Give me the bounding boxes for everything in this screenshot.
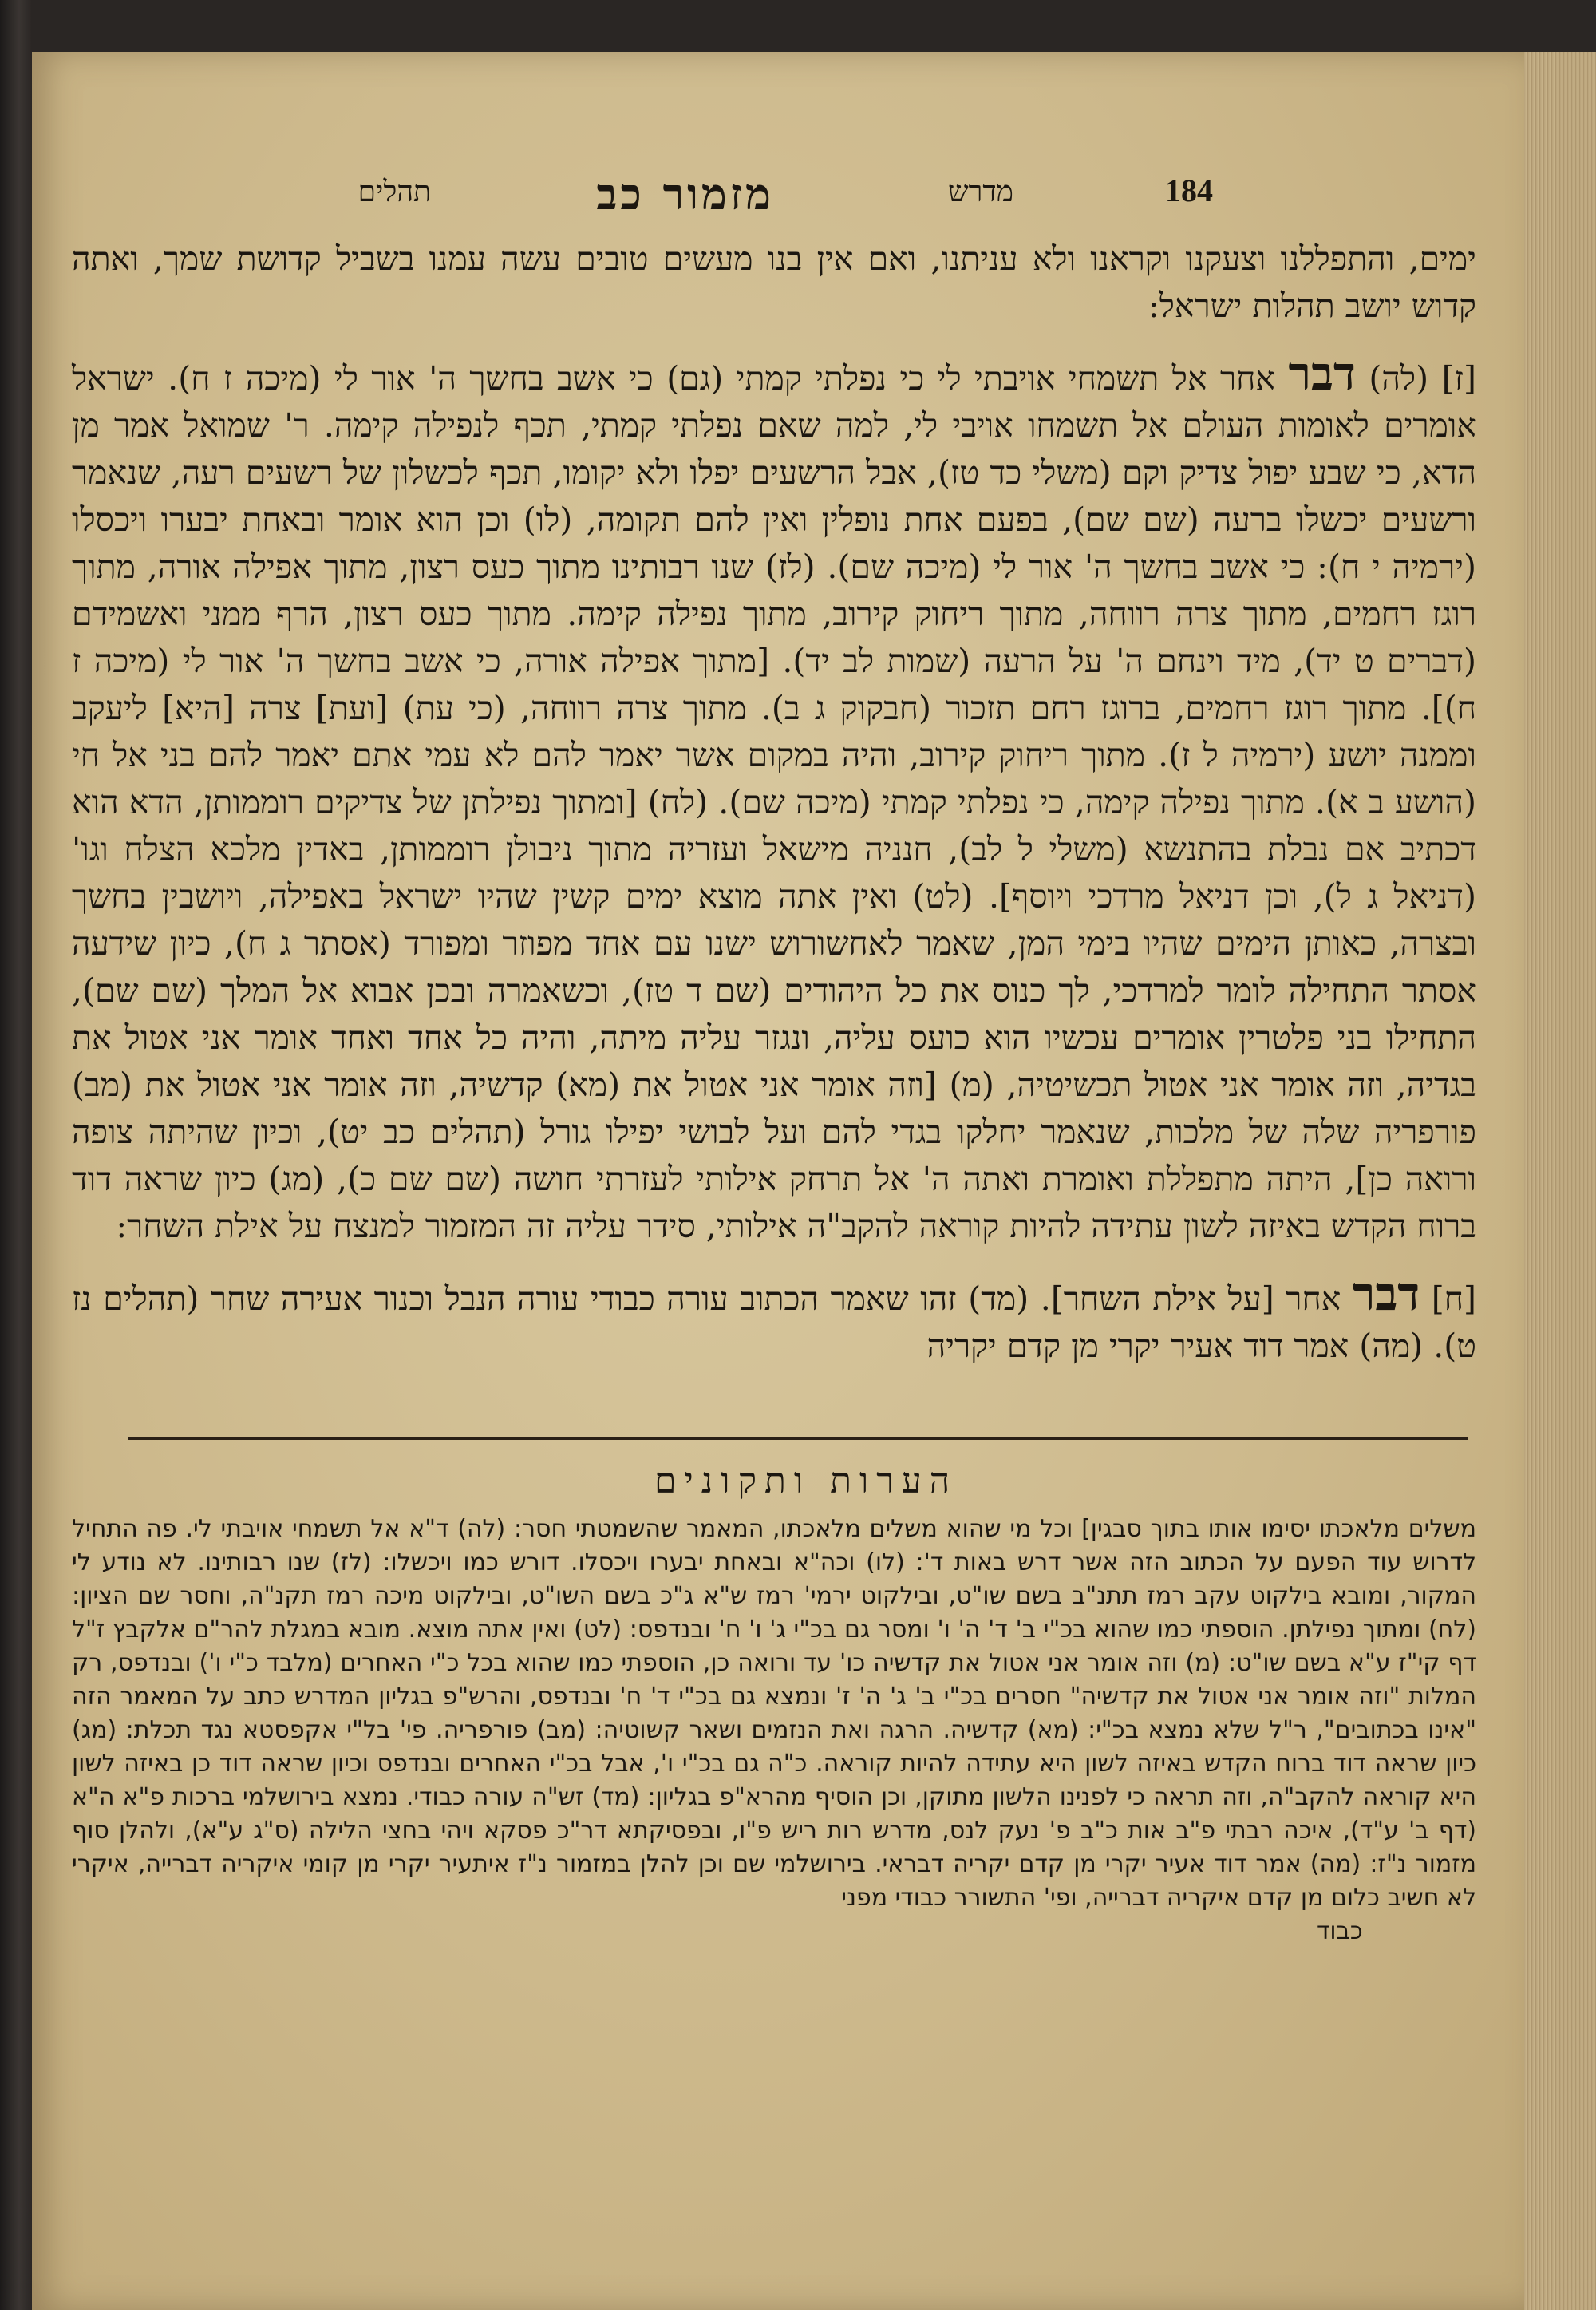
book-page (32, 52, 1524, 2310)
notes-section (72, 1513, 1476, 1948)
section-opening-word: דבר (1352, 1267, 1420, 1321)
page-number: 184 (1165, 172, 1213, 208)
running-head (64, 168, 1492, 227)
section-opening-word: דבר (1288, 346, 1356, 401)
section-label: [ח] (1431, 1280, 1476, 1318)
notes-body: משלים מלאכתו יסימו אותו בתוך סבגין] וכל מי שהוא משלים מלאכתו, המאמר שהשמטתי חסר: (לה) ד"א אל תשמחי אויבתי לי. פה התחיל לדרוש עוד הפעם על הכתוב הזה אשר דרש באות ד': (לו) וכה"א ובאחת יבערו ויכסלו. דורש כמו ויכשלו: (לז) שנו רבותינו. לא נודע לי המקור, ומובא בילקוט עקב רמז תתנ"ב בשם שו"ט, ובילקוט ירמי' רמז ש"א ג"כ בשם השו"ט, ובילקוט מיכה רמז תקנ"ה, וחסר שם הציון: (לח) ומתוך נפילתן. הוספתי כמו שהוא בכ"י ב' ד' ה' ו' ומסר גם בכ"י ג' ו' ח' ובנדפס: (לט) ואין אתה מוצא. מובא במגלת להר"ם אלקבץ ז"ל דף קי"ז ע"א בשם שו"ט: (מ) וזה אומר אני אטול את קדשיה כו' עד ורואה כן, הוספתי כמו שהוא בכל כ"י האחרים (מלבד כ"י ו') ובנדפס, רק המלות "וזה אומר אני אטול את קדשיה" חסרים בכ"י ב' ג' ה' ז' ונמצא גם בכ"י ד' ח' ובנדפס, והרש"פ בגליון המדרש כתב על המאמר הזה "אינו בכתובים", ר"ל שלא נמצא בכ"י: (מא) קדשיה. הרגה ואת הנזמים ושאר קשוטיה: (מב) פורפריה. פי' בל"י אקפסטא נגד תכלת: (מג) כיון שראה דוד ברוח הקדש באיזה לשון היא עתידה להיות קוראה. כ"ה גם בכ"י ו', אבל בכ"י האחרים ובנדפס וכיון שראה דוד כן באיזה לשון היא קוראה להקב"ה, וזה תראה כי לפנינו הלשון מתוקן, וכן הוסיף מהרא"פ בגליון: (מד) זש"ה עורה כבודי. נמצא בירושלמי ברכות פ"א ה"א (דף ב' ע"ד), איכה רבתי פ"ב אות כ"ב פ' נעק לנס, מדרש רות ריש פ"ו, ובפסיקתא דר"כ פסקא ויהי בחצי הלילה (ס"ג ע"א), ולהלן סוף מזמור נ"ז: (מה) אמר דוד אעיר יקרי מן קדם יקריה דבראי. בירושלמי שם וכן להלן במזמור נ"ז איתעיר יקרי מן קומי איקריה דברייה, איקרי לא חשיב כלום מן קדם איקריה דברייה, ופי' התשורר כבודי מפני (72, 1515, 1476, 1912)
section-label: [ז] (לה) (1369, 359, 1476, 398)
page-edges (1524, 52, 1596, 2310)
section-body: אחר אל תשמחי אויבתי לי כי נפלתי קמתי (גם) כי אשב בחשך ה' אור לי (מיכה ז ח). ישראל אומרים לאומות העולם אל תשמחו אויבי לי, למה שאם נפלתי קמתי, תכף לנפילה קימה. ר' שמואל אמר מן הדא, כי שבע יפול צדיק וקם (משלי כד טז), אבל הרשעים יפלו ולא יקומו, תכף לכשלון של רשעים רעה, שנאמר ורשעים יכשלו ברעה (שם שם), בפעם אחת נופלין ואין להם תקומה, (לו) וכן הוא אומר ובאחת יבערו ויכסלו (ירמיה י ח): כי אשב בחשך ה' אור לי (מיכה שם). (לז) שנו רבותינו מתוך כעס רצון, מתוך אפילה אורה, מתוך רוגז רחמים, מתוך צרה רווחה, מתוך ריחוק קירוב, מתוך נפילה קימה. מתוך כעס רצון, הרף ממני ואשמידם (דברים ט יד), מיד וינחם ה' על הרעה (שמות לב יד). [מתוך אפילה אורה, כי אשב בחשך ה' אור לי (מיכה ז ח)]. מתוך רוגז רחמים, ברוגז רחם תזכור (חבקוק ג ב). מתוך צרה רווחה, (כי עת) [ועת] צרה [היא] ליעקב וממנה יושע (ירמיה ל ז). מתוך ריחוק קירוב, והיה במקום אשר יאמר להם לא עמי אתם יאמר להם בני אל חי (הושע ב א). מתוך נפילה קימה, כי נפלתי קמתי (מיכה שם). (לח) [ומתוך נפילתן של צדיקים רוממותן, הדא הוא דכתיב אם נבלת בהתנשא (משלי ל לב), חנניה מישאל ועזריה מתוך ניבולן רוממותן, באדין מלכא הצלח וגו' (דניאל ג ל), וכן דניאל מרדכי ויוסף]. (לט) ואין אתה מוצא ימים קשין שהיו ישראל באפילה, ויושבין בחשך ובצרה, כאותן הימים שהיו בימי המן, שאמר לאחשורוש ישנו עם אחד מפוזר ומפורד (אסתר ג ח), כיון שידעה אסתר התחילה לומר למרדכי, לך כנוס את כל היהודים (שם ד טז), וכשאמרה ובכן אבוא אל המלך (שם שם), התחילו בני פלטרין אומרים עכשיו הוא כועס עליה, ונגזר עליה מיתה, והיה כל אחד ואחד אומר אני אטול את בגדיה, וזה אומר אני אטול תכשיטיה, (מ) [וזה אומר אני אטול את (מא) קדשיה, וזה אומר אני אטול את (מב) פורפריה שלה של מלכות, שנאמר יחלקו בגדי להם ועל לבושי יפילו גורל (תהלים כב יט), וכיון שהיתה צופה ורואה כן], היתה מתפללת ואומרת ואתה ה' אל תרחק אילותי לעזרתי חושה (שם שם כ), (מג) כיון שראה דוד ברוח הקדש באיזה לשון עתידה להיות קוראה להקב"ה אילותי, סידר עליה זה המזמור למנצח על אילת השחר: (72, 359, 1476, 1245)
paragraph-section-8 (72, 1267, 1476, 1370)
notes-heading: הערות ותקונים (654, 1461, 958, 1501)
paragraph-section-7 (72, 346, 1476, 1250)
header-right-title: מדרש (948, 176, 1013, 208)
header-center-title: מזמור כב (596, 168, 774, 220)
section-body: אחר [על אילת השחר]. (מד) זהו שאמר הכתוב עורה כבודי עורה הנבל וכנור אעירה שחר (תהלים נז ט). (מה) אמר דוד אעיר יקרי מן קדם יקריה (72, 1280, 1476, 1365)
divider-rule (128, 1437, 1468, 1440)
header-left-title: תהלים (358, 176, 431, 208)
main-text (72, 235, 1476, 1390)
book-cover-edge (0, 0, 32, 2310)
paragraph-continuation: ימים, והתפללנו וצעקנו וקראנו ולא עניתנו, ואם אין בנו מעשים טובים עשה עמנו בשביל קדושת שמך, ואתה קדוש יושב תהלות ישראל: (72, 239, 1476, 325)
catchword: כבוד (1317, 1917, 1363, 1945)
